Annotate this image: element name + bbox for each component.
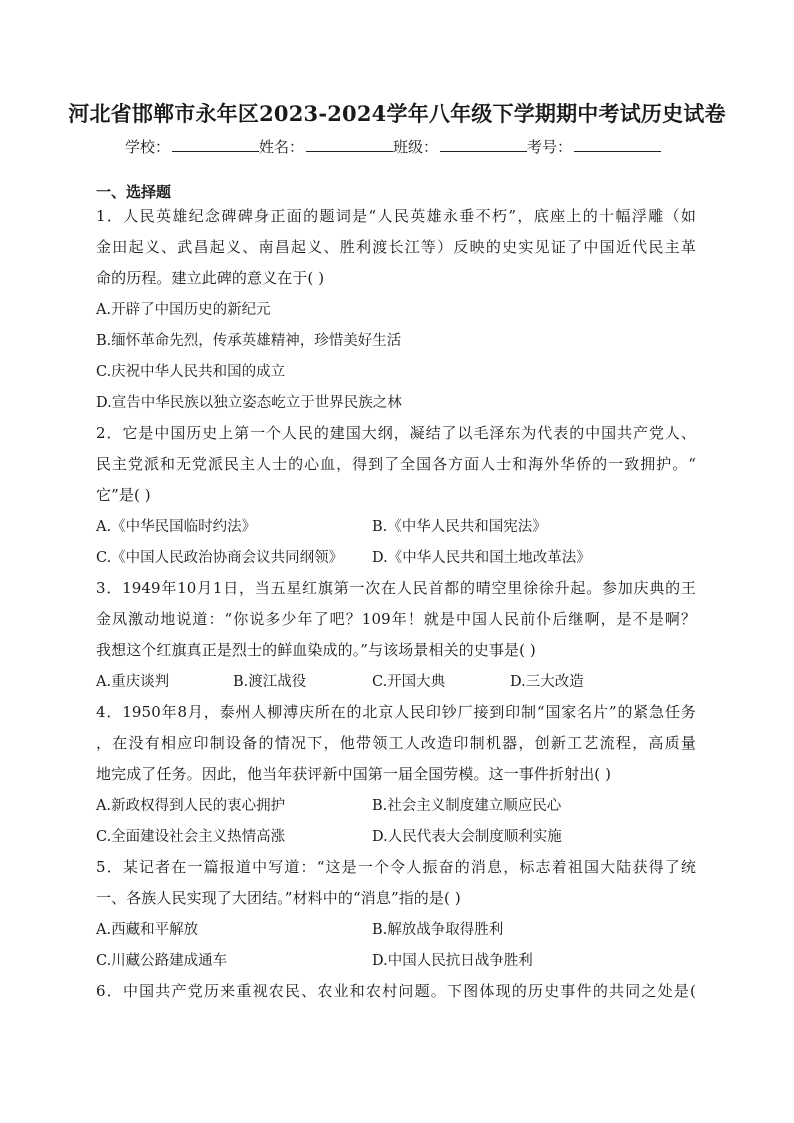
question-text-line: 一、各族人民实现了大团结。”材料中的“消息”指的是( ) xyxy=(96,889,461,907)
class-blank[interactable] xyxy=(440,137,527,152)
question-text-line: 金凤激动地说道：“你说多少年了吧？109年！就是中国人民前仆后继啊，是不是啊？ xyxy=(96,610,696,628)
question-text-line: 金田起义、武昌起义、南昌起义、胜利渡长江等）反映的史实见证了中国近代民主革 xyxy=(96,238,696,256)
option-c[interactable]: C.全面建设社会主义热情高涨 xyxy=(96,829,286,845)
option-b[interactable]: B.缅怀革命先烈，传承英雄精神，珍惜美好生活 xyxy=(96,333,402,349)
option-b[interactable]: B.渡江战役 xyxy=(233,674,307,690)
school-label: 学校： xyxy=(125,138,171,156)
option-a[interactable]: A.西藏和平解放 xyxy=(96,922,199,938)
option-b[interactable]: B.解放战争取得胜利 xyxy=(372,922,504,938)
question-text-line: 1．人民英雄纪念碑碑身正面的题词是“人民英雄永垂不朽”，底座上的十幅浮雕（如 xyxy=(96,207,696,225)
option-d[interactable]: D.中国人民抗日战争胜利 xyxy=(372,953,533,969)
option-d[interactable]: D.宣告中华民族以独立姿态屹立于世界民族之林 xyxy=(96,395,402,411)
option-d[interactable]: D.三大改造 xyxy=(510,674,584,690)
question-text-line: 地完成了任务。因此，他当年获评新中国第一届全国劳模。这一事件折射出( ) xyxy=(96,765,612,783)
question-text-line: 3．1949年10月1日，当五星红旗第一次在人民首都的晴空里徐徐升起。参加庆典的王 xyxy=(96,579,696,597)
question-text-line: 它”是( ) xyxy=(96,486,151,504)
name-label: 姓名： xyxy=(259,138,305,156)
question-text-line: 4．1950年8月，泰州人柳溥庆所在的北京人民印钞厂接到印制“国家名片”的紧急任务 xyxy=(96,703,696,721)
option-a[interactable]: A.开辟了中国历史的新纪元 xyxy=(96,302,271,318)
question-text-line: 命的历程。建立此碑的意义在于( ) xyxy=(96,269,325,287)
exam-no-label: 考号： xyxy=(527,138,573,156)
name-blank[interactable] xyxy=(306,137,393,152)
option-c[interactable]: C.开国大典 xyxy=(372,674,446,690)
question-text-line: ，在没有相应印制设备的情况下，他带领工人改造印制机器，创新工艺流程，高质量 xyxy=(96,734,696,752)
exam-no-blank[interactable] xyxy=(574,137,661,152)
section-title: 一、选择题 xyxy=(96,183,172,201)
option-a[interactable]: A.新政权得到人民的衷心拥护 xyxy=(96,798,286,814)
option-d[interactable]: D.《中华人民共和国土地改革法》 xyxy=(372,550,591,566)
question-text-line: 民主党派和无党派民主人士的心血，得到了全国各方面人士和海外华侨的一致拥护。“ xyxy=(96,455,696,473)
question-text-line: 5．某记者在一篇报道中写道：“这是一个令人振奋的消息，标志着祖国大陆获得了统 xyxy=(96,858,696,876)
school-blank[interactable] xyxy=(172,137,259,152)
option-c[interactable]: C.《中国人民政治协商会议共同纲领》 xyxy=(96,550,344,566)
option-a[interactable]: A.重庆谈判 xyxy=(96,674,170,690)
option-d[interactable]: D.人民代表大会制度顺利实施 xyxy=(372,829,562,845)
option-b[interactable]: B.社会主义制度建立顺应民心 xyxy=(372,798,562,814)
question-text-line: 2．它是中国历史上第一个人民的建国大纲，凝结了以毛泽东为代表的中国共产党人、 xyxy=(96,424,696,442)
school-field xyxy=(125,136,259,157)
question-text-line: 我想这个红旗真正是烈士的鲜血染成的。”与该场景相关的史事是( ) xyxy=(96,641,536,659)
option-c[interactable]: C.川藏公路建成通车 xyxy=(96,953,228,969)
option-b[interactable]: B.《中华人民共和国宪法》 xyxy=(372,519,547,535)
student-info-row xyxy=(125,136,661,157)
class-label: 班级： xyxy=(393,138,439,156)
option-c[interactable]: C.庆祝中华人民共和国的成立 xyxy=(96,364,286,380)
name-field xyxy=(259,136,393,157)
page-title: 河北省邯郸市永年区2023-2024学年八年级下学期期中考试历史试卷 xyxy=(68,101,726,126)
exam-no-field xyxy=(527,136,661,157)
class-field xyxy=(393,136,527,157)
question-text-line: 6．中国共产党历来重视农民、农业和农村问题。下图体现的历史事件的共同之处是( xyxy=(96,982,696,1000)
option-a[interactable]: A.《中华民国临时约法》 xyxy=(96,519,257,535)
